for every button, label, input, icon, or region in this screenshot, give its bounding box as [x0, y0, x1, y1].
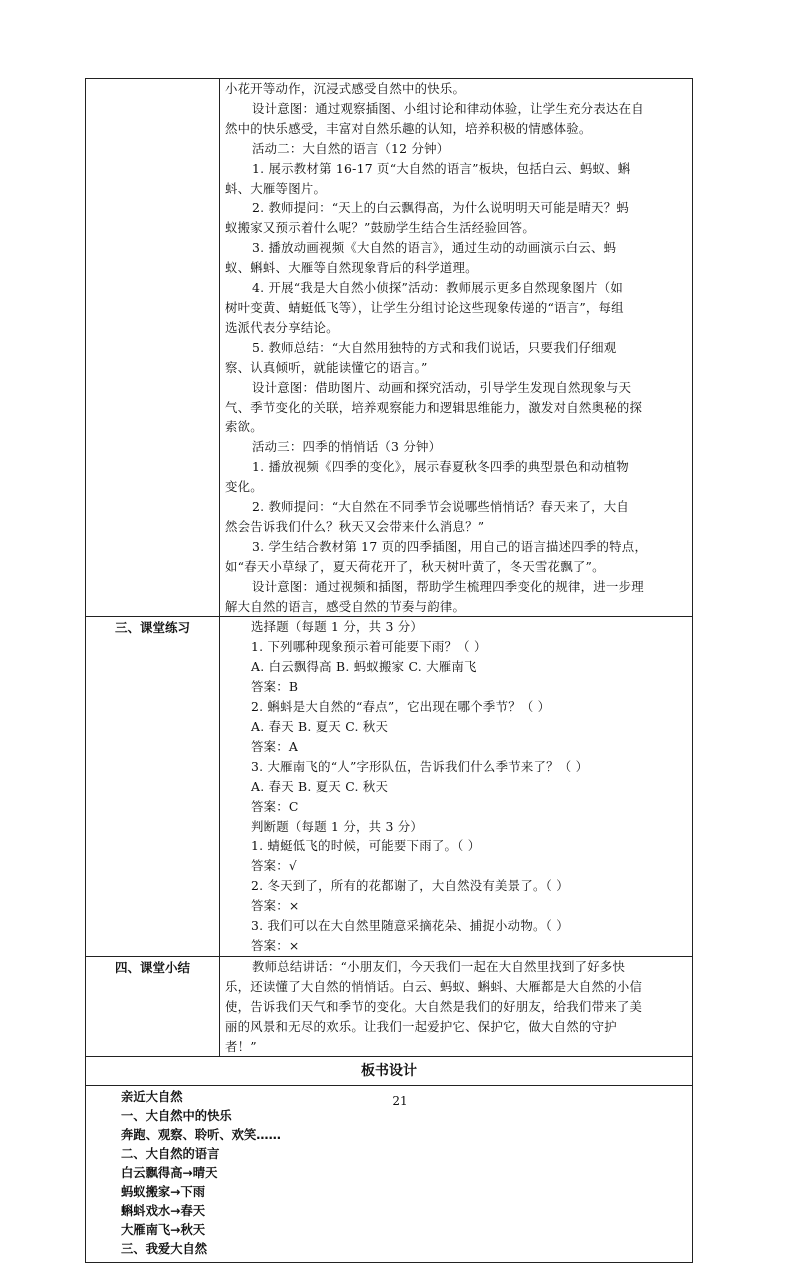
summary-content-cell — [220, 956, 693, 1057]
board-title: 板书设计 — [86, 1057, 693, 1086]
practice-text-line: 判断题（每题 1 分，共 3 分） — [251, 818, 424, 834]
activity-text-line: 然中的快乐感受，丰富对自然乐趣的认知，培养积极的情感体验。 — [225, 120, 592, 136]
board-text-line: 三、我爱大自然 — [121, 1241, 208, 1256]
activity-text-line: 索欲。 — [225, 419, 263, 435]
practice-content-cell — [220, 617, 693, 956]
summary-text-line: 使，告诉我们天气和季节的变化。大自然是我们的好朋友，给我们带来了美 — [225, 998, 643, 1014]
activity-text-line: 2. 教师提问：“天上的白云飘得高，为什么说明明天可能是晴天？蚂 — [252, 200, 630, 216]
board-text-line: 亲近大自然 — [121, 1090, 183, 1105]
activity-text-line: 小花开等动作，沉浸式感受自然中的快乐。 — [225, 81, 466, 96]
practice-text-line: 1. 下列哪种现象预示着可能要下雨？（ ） — [251, 639, 487, 655]
board-content-cell — [86, 1086, 693, 1262]
activity-text-line: 设计意图：借助图片、动画和探究活动，引导学生发现自然现象与天 — [252, 379, 632, 395]
practice-text-line: 答案：× — [251, 898, 300, 914]
board-text-line: 蚂蚁搬家→下雨 — [121, 1184, 206, 1199]
practice-text-line: 3. 我们可以在大自然里随意采摘花朵、捕捉小动物。（ ） — [251, 918, 569, 934]
summary-content — [220, 957, 692, 1057]
activity-text-line: 设计意图：通过观察插图、小组讨论和律动体验，让学生充分表达在自 — [252, 100, 644, 116]
lesson-plan-table — [85, 78, 693, 1263]
practice-text-line: 答案：C — [251, 798, 299, 814]
practice-content — [220, 617, 692, 955]
practice-text-line: 2. 蝌蚪是大自然的“春点”，它出现在哪个季节？（ ） — [251, 699, 551, 715]
practice-text-line: 答案：× — [251, 937, 300, 953]
activity-text-line: 选派代表分享结论。 — [225, 319, 339, 335]
activity-text-line: 蚪、大雁等图片。 — [225, 180, 327, 196]
practice-text-line: 答案：B — [251, 679, 299, 695]
practice-label-cell — [86, 617, 220, 956]
practice-text-line: 2. 冬天到了，所有的花都谢了，大自然没有美景了。（ ） — [251, 878, 569, 894]
activity-text-line: 3. 学生结合教材第 17 页的四季插图，用自己的语言描述四季的特点， — [252, 538, 648, 554]
board-heading-row — [86, 1057, 693, 1086]
activity-text-line: 察、认真倾听，就能读懂它的语言。” — [225, 359, 428, 375]
activity-text-line: 如“春天小草绿了，夏天荷花开了，秋天树叶黄了，冬天雪花飘了”。 — [225, 558, 605, 574]
activity-text-line: 2. 教师提问：“大自然在不同季节会说哪些悄悄话？春天来了，大自 — [252, 499, 630, 515]
practice-text-line: A. 春天 B. 夏天 C. 秋天 — [251, 719, 389, 734]
practice-text-line: 答案：A — [251, 738, 299, 754]
activity-content-cell — [220, 79, 693, 617]
activity-text-line: 3. 播放动画视频《大自然的语言》，通过生动的动画演示白云、蚂 — [252, 240, 617, 256]
board-content — [86, 1086, 692, 1261]
summary-text-line: 丽的风景和无尽的欢乐。让我们一起爱护它、保护它，做大自然的守护 — [225, 1018, 617, 1034]
board-text-line: 一、大自然中的快乐 — [121, 1109, 232, 1124]
page-number: 21 — [392, 1094, 408, 1108]
activity-text-line: 5. 教师总结：“大自然用独特的方式和我们说话，只要我们仔细观 — [252, 339, 617, 355]
activity-text-line: 树叶变黄、蜻蜓低飞等），让学生分组讨论这些现象传递的“语言”，每组 — [225, 299, 624, 315]
practice-text-line: A. 春天 B. 夏天 C. 秋天 — [251, 778, 389, 794]
activity-text-line: 蚁搬家又预示着什么呢？”鼓励学生结合生活经验回答。 — [225, 220, 535, 236]
summary-label: 四、课堂小结 — [114, 959, 190, 975]
activity-text-line: 变化。 — [225, 479, 263, 495]
practice-text-line: 1. 蜻蜓低飞的时候，可能要下雨了。（ ） — [251, 838, 481, 854]
summary-row — [86, 956, 693, 1057]
activity-text-line: 1. 播放视频《四季的变化》，展示春夏秋冬四季的典型景色和动植物 — [252, 459, 629, 475]
activity-text-line: 4. 开展“我是大自然小侦探”活动：教师展示更多自然现象图片（如 — [252, 280, 623, 296]
practice-text-line: 答案：√ — [251, 858, 298, 874]
practice-text-line: 选择题（每题 1 分，共 3 分） — [251, 619, 424, 635]
practice-label: 三、课堂练习 — [114, 620, 190, 636]
summary-label-cell — [86, 956, 220, 1057]
activity-text-line: 1. 展示教材第 16-17 页“大自然的语言”板块，包括白云、蚂蚁、蝌 — [252, 160, 631, 176]
activity-text-line: 气、季节变化的关联，培养观察能力和逻辑思维能力，激发对自然奥秘的探 — [225, 399, 643, 415]
summary-text-line: 乐，还读懂了大自然的悄悄话。白云、蚂蚁、蝌蚪、大雁都是大自然的小信 — [225, 978, 643, 994]
board-text-line: 白云飘得高→晴天 — [121, 1166, 218, 1181]
activity-text-line: 蚁、蝌蚪、大雁等自然现象背后的科学道理。 — [225, 260, 478, 276]
summary-text-line: 教师总结讲话：“小朋友们，今天我们一起在大自然里找到了好多快 — [252, 958, 626, 974]
board-text-line: 二、大自然的语言 — [121, 1147, 220, 1162]
board-text-line: 蝌蚪戏水→春天 — [121, 1203, 206, 1218]
activity-text-line: 解大自然的语言，感受自然的节奏与韵律。 — [225, 598, 466, 614]
activity-label-cell — [86, 79, 220, 617]
activity-text-line: 活动二：大自然的语言（12 分钟） — [252, 140, 450, 156]
board-text-line: 大雁南飞→秋天 — [121, 1222, 206, 1237]
board-text-line: 奔跑、观察、聆听、欢笑…… — [121, 1128, 281, 1143]
activity-text-line: 设计意图：通过视频和插图，帮助学生梳理四季变化的规律，进一步理 — [252, 578, 644, 594]
activity-content — [220, 79, 692, 616]
practice-text-line: 3. 大雁南飞的“人”字形队伍，告诉我们什么季节来了？（ ） — [251, 758, 589, 774]
board-row — [86, 1086, 693, 1262]
activity-text-line: 活动三：四季的悄悄话（3 分钟） — [252, 439, 442, 455]
practice-row — [86, 617, 693, 956]
practice-text-line: A. 白云飘得高 B. 蚂蚁搬家 C. 大雁南飞 — [251, 659, 477, 675]
summary-text-line: 者！” — [225, 1038, 257, 1054]
activity-row — [86, 79, 693, 617]
activity-text-line: 然会告诉我们什么？秋天又会带来什么消息？” — [225, 518, 485, 534]
